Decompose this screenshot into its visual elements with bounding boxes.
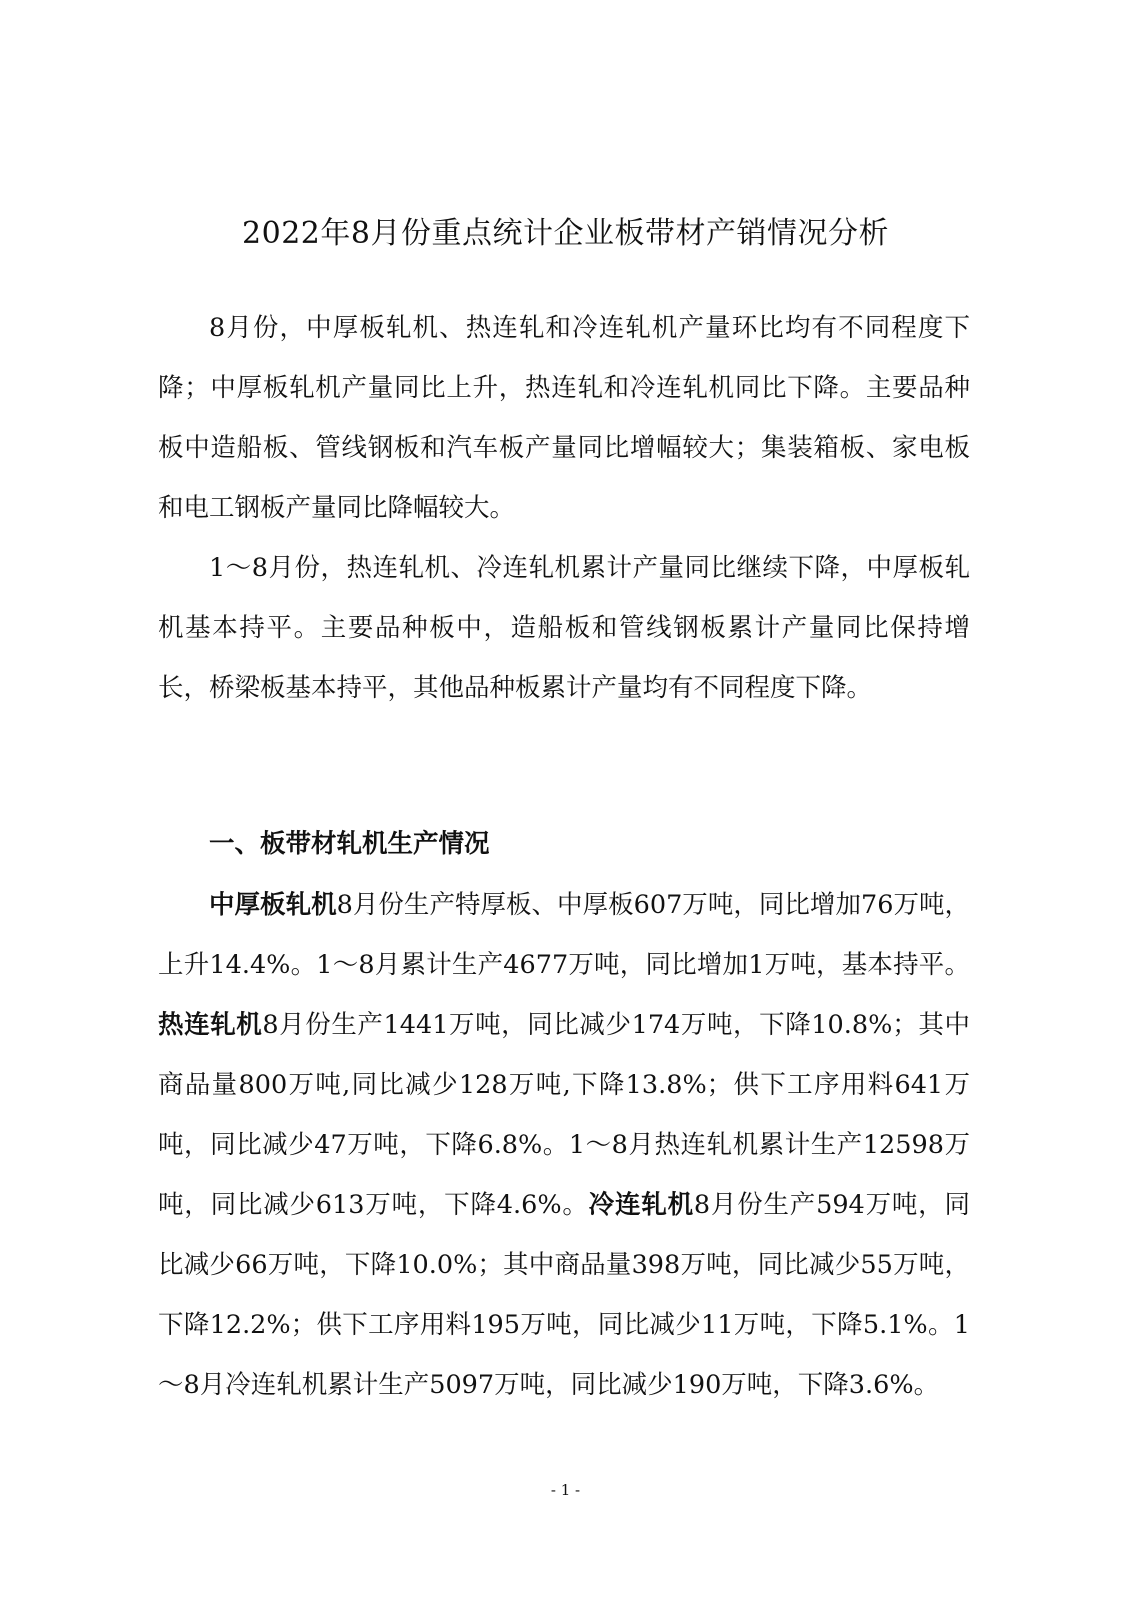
intro-paragraph-2: 1～8月份，热连轧机、冷连轧机累计产量同比继续下降，中厚板轧机基本持平。主要品种板中，造船板和管线钢板累计产量同比保持增长，桥梁板基本持平，其他品种板累计产量均有不同程度下降。 — [158, 553, 970, 703]
document-title: 2022年8月份重点统计企业板带材产销情况分析 — [242, 216, 889, 251]
mill-name-hot-strip: 热连轧机 — [158, 1010, 263, 1040]
mill-name-cold-rolling: 冷连轧机 — [588, 1190, 694, 1220]
production-paragraph — [158, 875, 970, 1415]
section-heading: 一、板带材轧机生产情况 — [209, 829, 490, 859]
mill-text-medium-plate: 8月份生产特厚板、中厚板607万吨，同比增加76万吨，上升14.4%。1～8月累计生产4677万吨，同比增加1万吨，基本持平。 — [158, 890, 970, 980]
page-number: - 1 - — [550, 1481, 581, 1499]
intro-paragraph-1: 8月份，中厚板轧机、热连轧和冷连轧机产量环比均有不同程度下降；中厚板轧机产量同比上升，热连轧和冷连轧机同比下降。主要品种板中造船板、管线钢板和汽车板产量同比增幅较大；集装箱板、家电板和电工钢板产量同比降幅较大。 — [158, 313, 970, 523]
mill-name-medium-plate: 中厚板轧机 — [209, 890, 337, 920]
mill-text-cold-rolling: 8月份生产594万吨，同比减少66万吨，下降10.0%；其中商品量398万吨，同比减少55万吨，下降12.2%；供下工序用料195万吨，同比减少11万吨，下降5.1%。1～8月冷连轧机累计生产5097万吨，同比减少190万吨，下降3.6%。 — [158, 1190, 970, 1400]
mill-text-hot-strip: 8月份生产1441万吨，同比减少174万吨，下降10.8%；其中商品量800万吨,同比减少128万吨,下降13.8%；供下工序用料641万吨，同比减少47万吨，下降6.8%。1～8月热连轧机累计生产12598万吨，同比减少613万吨，下降4.6%。 — [158, 1010, 970, 1220]
